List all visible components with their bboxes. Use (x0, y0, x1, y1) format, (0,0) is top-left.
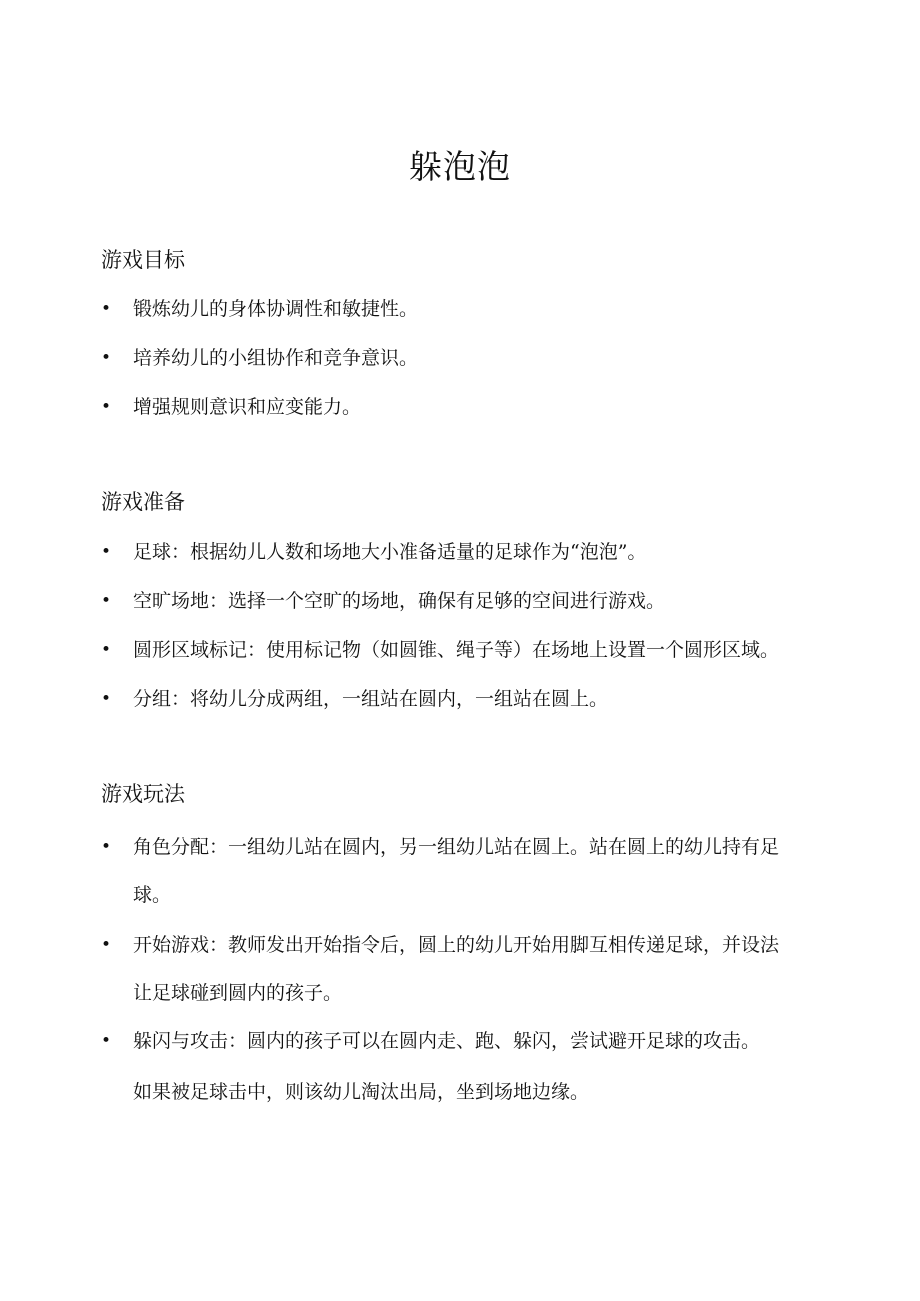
bullet-icon: • (101, 689, 112, 709)
goals-list (101, 294, 831, 441)
bullet-icon: • (101, 299, 112, 319)
list-item-text: 躲闪与攻击：圆内的孩子可以在圆内走、跑、躲闪，尝试避开足球的攻击。 (133, 1030, 761, 1052)
list-item (101, 537, 831, 586)
list-item (101, 294, 831, 343)
list-item-text: 角色分配：一组幼儿站在圆内，另一组幼儿站在圆上。站在圆上的幼儿持有足球。 (133, 836, 780, 906)
list-item-text: 足球：根据幼儿人数和场地大小准备适量的足球作为“泡泡”。 (133, 541, 647, 563)
list-item (101, 921, 791, 1017)
bullet-icon: • (101, 935, 112, 955)
list-item (101, 635, 831, 684)
list-item-text: 培养幼儿的小组协作和竞争意识。 (133, 347, 419, 369)
bullet-icon: • (101, 348, 112, 368)
preparation-list (101, 537, 831, 733)
bullet-icon: • (101, 542, 112, 562)
list-item (101, 392, 831, 441)
list-item-text: 圆形区域标记：使用标记物（如圆锥、绳子等）在场地上设置一个圆形区域。 (133, 639, 780, 661)
bullet-icon: • (101, 591, 112, 611)
list-item-text: 分组：将幼儿分成两组，一组站在圆内，一组站在圆上。 (133, 688, 609, 710)
section-heading-preparation: 游戏准备 (101, 490, 185, 514)
list-item-text: 增强规则意识和应变能力。 (133, 396, 362, 418)
gameplay-note: 如果被足球击中，则该幼儿淘汰出局，坐到场地边缘。 (133, 1081, 590, 1103)
list-item-text: 开始游戏：教师发出开始指令后，圆上的幼儿开始用脚互相传递足球，并设法让足球碰到圆内的孩子。 (133, 934, 780, 1004)
section-heading-goals: 游戏目标 (101, 248, 185, 272)
gameplay-list (101, 823, 791, 1065)
bullet-icon: • (101, 837, 112, 857)
list-item (101, 823, 791, 921)
list-item-text: 锻炼幼儿的身体协调性和敏捷性。 (133, 298, 419, 320)
bullet-icon: • (101, 640, 112, 660)
bullet-icon: • (101, 1031, 112, 1051)
page-title: 躲泡泡 (409, 147, 511, 186)
list-item (101, 684, 831, 733)
list-item (101, 1017, 791, 1065)
bullet-icon: • (101, 397, 112, 417)
list-item-text: 空旷场地：选择一个空旷的场地，确保有足够的空间进行游戏。 (133, 590, 666, 612)
list-item (101, 343, 831, 392)
list-item (101, 586, 831, 635)
section-heading-gameplay: 游戏玩法 (101, 782, 185, 806)
